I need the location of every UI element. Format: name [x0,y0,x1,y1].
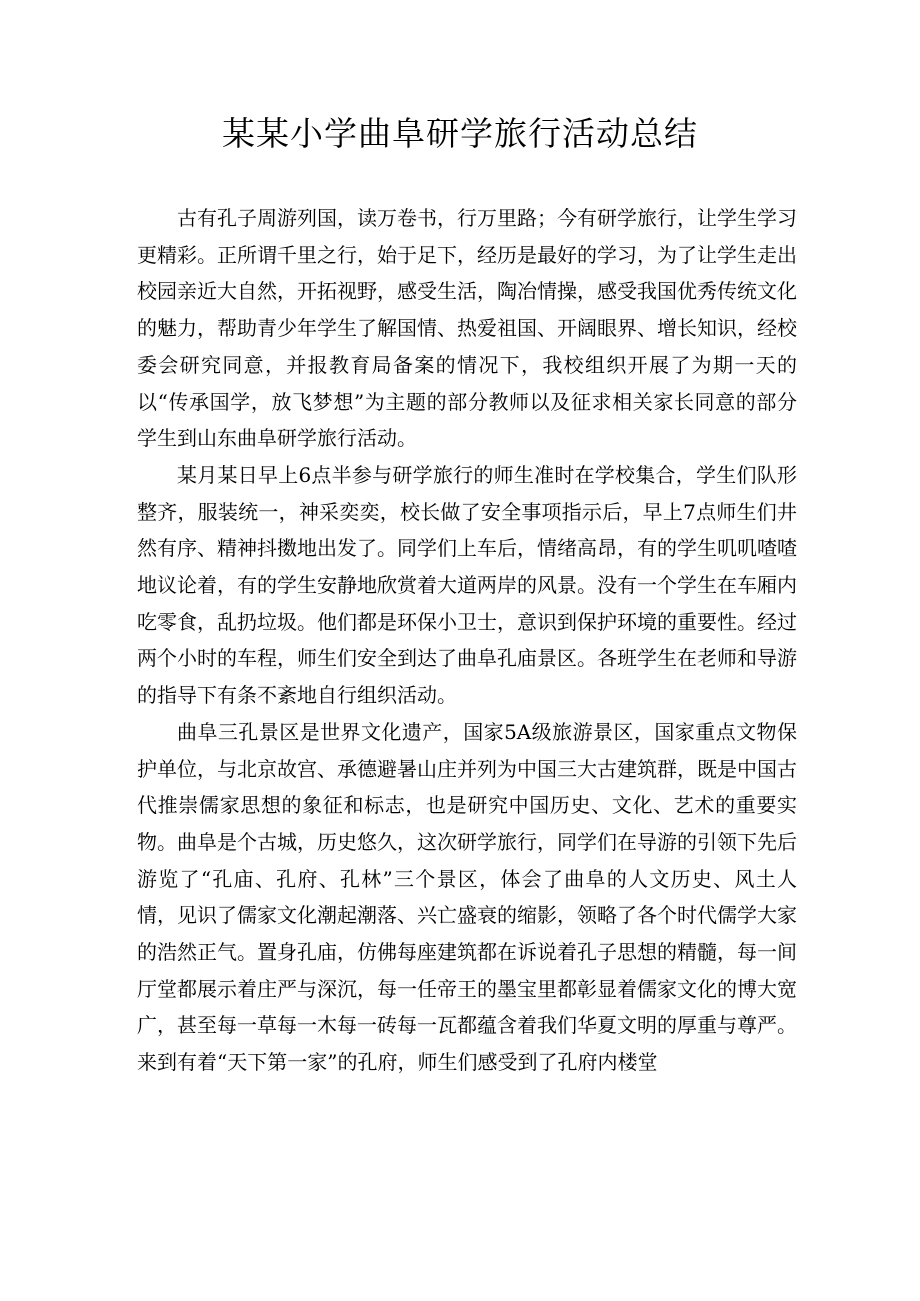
document-title: 某某小学曲阜研学旅行活动总结 [222,114,698,153]
paragraph-1: 古有孔子周游列国，读万卷书，行万里路；今有研学旅行，让学生学习更精彩。正所谓千里之行，始于足下，经历是最好的学习，为了让学生走出校园亲近大自然，开拓视野，感受生活，陶冶情操，感受我国优秀传统文化的魅力，帮助青少年学生了解国情、热爱祖国、开阔眼界、增长知识，经校委会研究同意，并报教育局备案的情况下，我校组织开展了为期一天的以“传承国学，放飞梦想”为主题的部分教师以及征求相关家长同意的部分学生到山东曲阜研学旅行活动。 [137,206,797,451]
paragraph-2: 某月某日早上6点半参与研学旅行的师生准时在学校集合，学生们队形整齐，服装统一，神采奕奕，校长做了安全事项指示后，早上7点师生们井然有序、精神抖擞地出发了。同学们上车后，情绪高昂，有的学生叽叽喳喳地议论着，有的学生安静地欣赏着大道两岸的风景。没有一个学生在车厢内吃零食，乱扔垃圾。他们都是环保小卫士，意识到保护环境的重要性。经过两个小时的车程，师生们安全到达了曲阜孔庙景区。各班学生在老师和导游的指导下有条不紊地自行组织活动。 [137,462,797,708]
paragraph-3: 曲阜三孔景区是世界文化遗产，国家5A级旅游景区，国家重点文物保护单位，与北京故宫、承德避暑山庄并列为中国三大古建筑群，既是中国古代推崇儒家思想的象征和标志，也是研究中国历史、文化、艺术的重要实物。曲阜是个古城，历史悠久，这次研学旅行，同学们在导游的引领下先后游览了“孔庙、孔府、孔林”三个景区，体会了曲阜的人文历史、风土人情，见识了儒家文化潮起潮落、兴亡盛衰的缩影，领略了各个时代儒学大家的浩然正气。置身孔庙，仿佛每座建筑都在诉说着孔子思想的精髓，每一间厅堂都展示着庄严与深沉，每一任帝王的墨宝里都彰显着儒家文化的博大宽广，甚至每一草每一木每一砖每一瓦都蕴含着我们华夏文明的厚重与尊严。来到有着“天下第一家”的孔府，师生们感受到了孔府内楼堂 [137,719,797,1075]
document-body [137,200,797,1081]
